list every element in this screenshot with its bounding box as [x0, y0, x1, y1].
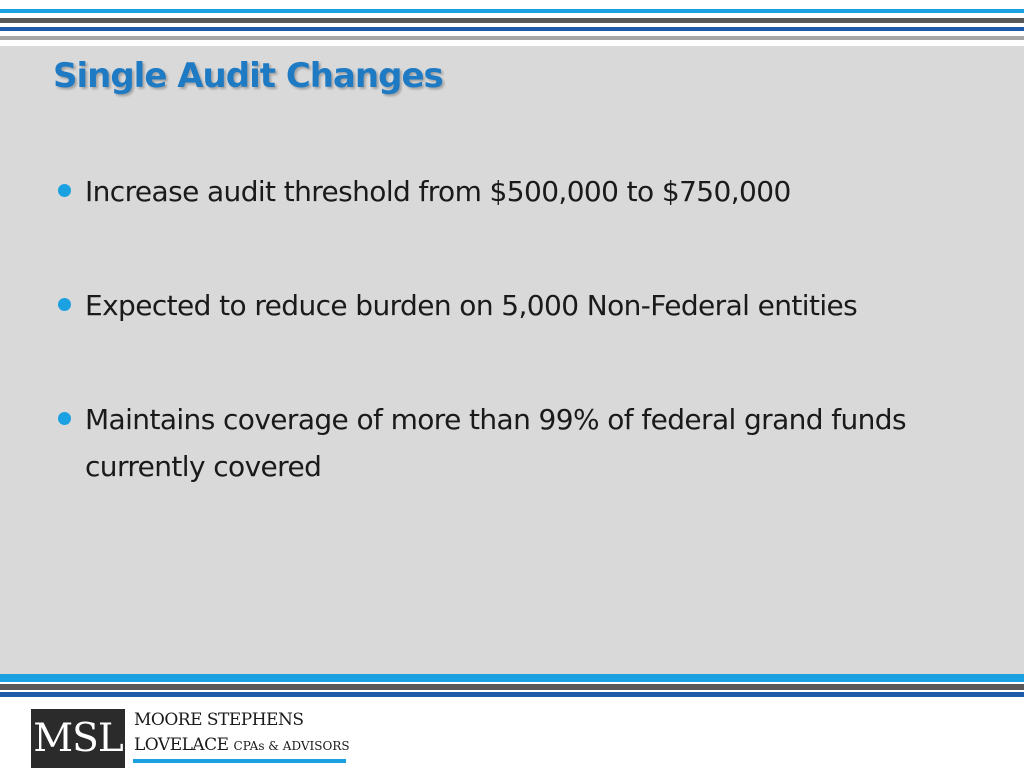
firm-name-lovelace: LOVELACE [134, 735, 229, 755]
bullet-list [55, 168, 985, 557]
bullet-text: Maintains coverage of more than 99% of federal grand funds currently covered [85, 403, 906, 483]
bottom-stripe-gray [0, 684, 1024, 690]
top-stripe-gray [0, 18, 1024, 23]
bullet-item [55, 282, 985, 329]
bottom-stripe-blue [0, 674, 1024, 682]
firm-underline [133, 759, 346, 763]
bottom-stripe-blue-thin [0, 692, 1024, 697]
msl-logo [31, 709, 125, 768]
bullet-item [55, 168, 985, 215]
top-stripe-blue [0, 9, 1024, 13]
firm-name-line1: MOORE STEPHENS [134, 710, 304, 730]
bullet-dot-icon [58, 184, 71, 197]
bullet-dot-icon [58, 412, 71, 425]
bullet-text: Increase audit threshold from $500,000 to $750,000 [85, 175, 791, 208]
bullet-text: Expected to reduce burden on 5,000 Non-Federal entities [85, 289, 858, 322]
logo-text: MSL [33, 716, 123, 761]
bullet-item [55, 396, 985, 490]
slide-title: Single Audit Changes [53, 56, 443, 96]
firm-name-line2 [134, 735, 350, 755]
bullet-dot-icon [58, 298, 71, 311]
top-stripe-light [0, 36, 1024, 40]
top-stripe-blue-thin [0, 27, 1024, 31]
firm-tagline: CPAs & ADVISORS [233, 739, 350, 753]
